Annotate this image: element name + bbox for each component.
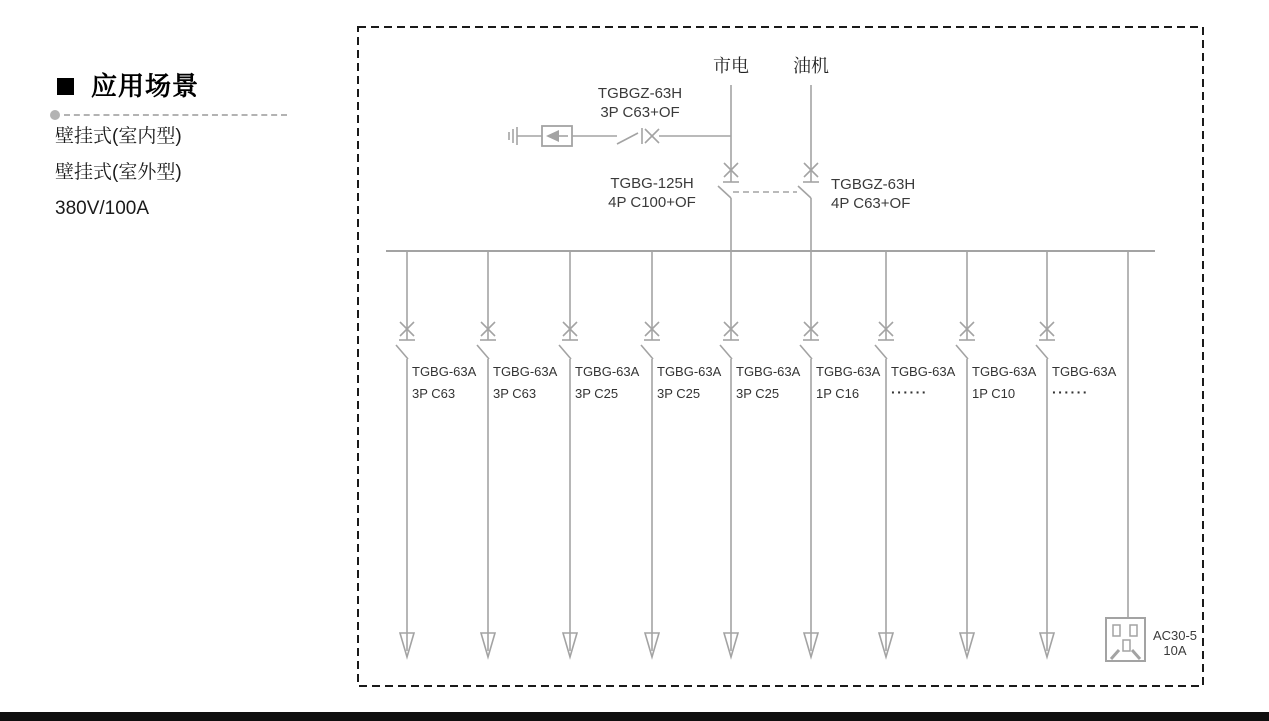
branch-model: TGBG-63A	[891, 364, 956, 379]
branch-label	[493, 364, 571, 402]
generator-breaker-model: TGBGZ-63H	[831, 176, 916, 193]
branch-spec: ······	[1052, 384, 1089, 400]
branch-label	[1052, 364, 1130, 400]
socket-model: AC30-5	[1152, 628, 1198, 643]
branch-model: TGBG-63A	[736, 364, 801, 379]
page-title: 应用场景	[91, 71, 200, 101]
footer-bar	[0, 712, 1269, 721]
spd-breaker-model: TGBGZ-63H	[597, 85, 683, 102]
socket-label	[1144, 628, 1206, 658]
spd-breaker-spec: 3P C63+OF	[600, 104, 680, 121]
branch-spec: 3P C63	[493, 386, 537, 401]
branch-model: TGBG-63A	[1052, 364, 1117, 379]
mains-source-label: 市电	[713, 56, 749, 76]
socket-rating: 10A	[1163, 643, 1187, 658]
branch-label	[575, 364, 653, 402]
mains-incomer-breaker	[718, 85, 739, 251]
branch-model: TGBG-63A	[575, 364, 640, 379]
scenario-item: 壁挂式(室内型)	[55, 126, 182, 147]
branch-model: TGBG-63A	[412, 364, 477, 379]
branch-model: TGBG-63A	[657, 364, 722, 379]
generator-source-label: 油机	[793, 56, 829, 76]
generator-breaker-spec: 4P C63+OF	[831, 195, 911, 212]
generator-breaker-label	[831, 175, 915, 213]
branch-feeder-symbol	[559, 251, 578, 657]
generator-incomer-breaker	[798, 85, 819, 251]
arrester-arrow-icon	[546, 130, 559, 142]
branch-spec: 3P C63	[412, 386, 456, 401]
branch-spec: 1P C10	[972, 386, 1016, 401]
power-socket-icon	[1106, 251, 1145, 661]
mains-breaker-model: TGBG-125H	[610, 175, 694, 192]
branch-spec: 1P C16	[816, 386, 860, 401]
mains-breaker-spec: 4P C100+OF	[608, 194, 696, 211]
branch-model: TGBG-63A	[816, 364, 881, 379]
branch-model: TGBG-63A	[493, 364, 558, 379]
diagram-dashed-border	[358, 27, 1203, 686]
branch-model: TGBG-63A	[972, 364, 1037, 379]
branch-feeder-symbol	[477, 251, 496, 657]
branch-feeder-symbol	[875, 251, 894, 657]
branch-feeder-symbol	[396, 251, 415, 657]
branch-label	[412, 364, 490, 402]
branch-spec: 3P C25	[736, 386, 780, 401]
mains-breaker-label	[592, 174, 712, 212]
branch-label	[816, 364, 894, 402]
branch-label	[657, 364, 735, 402]
branch-label	[736, 364, 814, 402]
branch-feeder-symbol	[800, 251, 819, 657]
branch-label	[972, 364, 1050, 402]
scenario-item: 壁挂式(室外型)	[55, 162, 182, 183]
branch-feeder-symbol	[956, 251, 975, 657]
scenario-item: 380V/100A	[55, 198, 150, 219]
branch-spec: ······	[891, 384, 928, 400]
branch-feeder-symbol	[720, 251, 739, 657]
spd-branch	[509, 126, 731, 146]
branch-feeder-symbol	[1036, 251, 1055, 657]
branch-spec: 3P C25	[657, 386, 701, 401]
branch-spec: 3P C25	[575, 386, 619, 401]
branch-label	[891, 364, 969, 400]
branch-feeder-symbol	[641, 251, 660, 657]
spd-breaker-label	[579, 84, 701, 122]
